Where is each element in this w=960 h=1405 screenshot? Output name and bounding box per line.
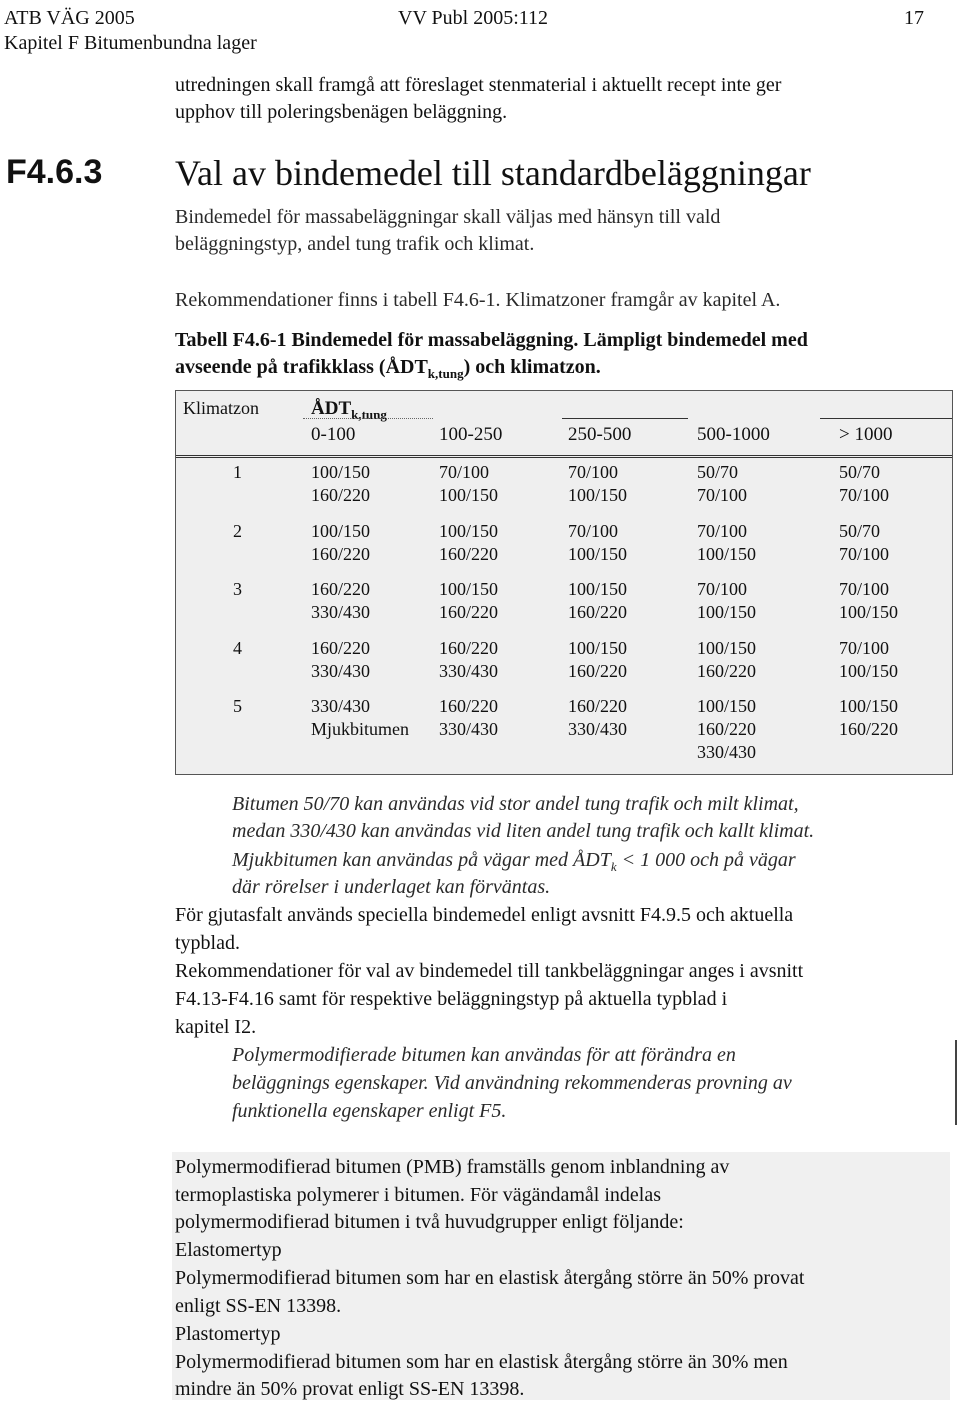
- tank-line-2: F4.13-F4.16 samt för respektive beläggningstyp på aktuella typblad i: [175, 988, 728, 1010]
- zone-cell: 2: [233, 521, 242, 541]
- table-cell: 70/100: [697, 521, 748, 541]
- table-cell: 100/150: [568, 485, 628, 505]
- pmb-elastomer-heading: Elastomertyp: [175, 1239, 282, 1261]
- table-cell: 330/430: [311, 602, 371, 622]
- col-header-0: 0-100: [311, 424, 356, 445]
- table-cell: 160/220: [311, 579, 371, 599]
- table-cell: 330/430: [568, 719, 628, 739]
- adt-sub: k,tung: [351, 406, 387, 422]
- page-number: 17: [904, 7, 924, 29]
- table-cell: 160/220: [311, 485, 371, 505]
- note-line-4: där rörelser i underlaget kan förväntas.: [232, 876, 551, 898]
- table-cell: 70/100: [697, 579, 748, 599]
- header-left-bottom: Kapitel F Bitumenbundna lager: [4, 32, 257, 54]
- note-line-3-pre: Mjukbitumen kan användas på vägar med ÅDT: [232, 849, 611, 871]
- tank-line-3: kapitel I2.: [175, 1016, 257, 1038]
- zone-cell: 3: [233, 579, 242, 599]
- section-number: F4.6.3: [6, 153, 103, 191]
- table-cell: 50/70: [839, 462, 881, 482]
- table-cell: 100/150: [311, 521, 371, 541]
- table-cell: 70/100: [439, 462, 490, 482]
- table-cell: 160/220: [697, 719, 757, 739]
- table-cell: 70/100: [697, 485, 748, 505]
- table-cell: 330/430: [439, 661, 499, 681]
- table-cell: 160/220: [311, 638, 371, 658]
- col-header-2: 250-500: [568, 424, 632, 445]
- col-header-1: 100-250: [439, 424, 503, 445]
- table-cell: 50/70: [839, 521, 881, 541]
- note-line-3-post: < 1 000 och på vägar: [616, 849, 796, 871]
- table-cell: 70/100: [839, 544, 890, 564]
- table-cell: 160/220: [568, 696, 628, 716]
- table-caption-line1: Tabell F4.6-1 Bindemedel för massabeläggning. Lämpligt bindemedel med: [175, 329, 808, 351]
- col-header-4: > 1000: [839, 424, 893, 445]
- table-cell: 70/100: [568, 521, 619, 541]
- table-cell: 70/100: [839, 485, 890, 505]
- caption-post: ) och klimatzon.: [463, 356, 601, 378]
- table-cell: 160/220: [439, 544, 499, 564]
- table-cell: 330/430: [697, 742, 757, 762]
- adt-label: ÅDT: [311, 398, 352, 419]
- table-cell: 160/220: [839, 719, 899, 739]
- header-left-top: ATB VÄG 2005: [4, 7, 135, 29]
- section-para1-line2: beläggningstyp, andel tung trafik och klimat.: [175, 233, 535, 255]
- table-cell: 100/150: [439, 579, 499, 599]
- pmb-line-1: Polymermodifierad bitumen (PMB) framställs genom inblandning av: [175, 1156, 730, 1178]
- section-para1-line1: Bindemedel för massabeläggningar skall väljas med hänsyn till vald: [175, 206, 721, 228]
- intro-line-1: utredningen skall framgå att föreslaget stenmaterial i aktuellt recept inte ger: [175, 74, 782, 96]
- table-cell: 100/150: [839, 661, 899, 681]
- binder-table: [175, 390, 953, 775]
- table-cell: 100/150: [697, 696, 757, 716]
- table-cell: 100/150: [568, 579, 628, 599]
- table-cell: 100/150: [568, 544, 628, 564]
- table-cell: 100/150: [439, 485, 499, 505]
- intro-line-2: upphov till poleringsbenägen beläggning.: [175, 101, 508, 123]
- pmb-note-line-3: funktionella egenskaper enligt F5.: [232, 1100, 507, 1122]
- table-cell: 70/100: [568, 462, 619, 482]
- pmb-line-6: enligt SS-EN 13398.: [175, 1295, 342, 1317]
- table-cell: 160/220: [311, 544, 371, 564]
- header-center-top: VV Publ 2005:112: [398, 7, 549, 29]
- table-cell: 100/150: [697, 602, 757, 622]
- zone-cell: 1: [233, 462, 242, 482]
- table-cell: 100/150: [839, 602, 899, 622]
- table-cell: 330/430: [439, 719, 499, 739]
- pmb-line-3: polymermodifierad bitumen i två huvudgrupper enligt följande:: [175, 1211, 684, 1233]
- header-rule-1: [303, 418, 433, 419]
- caption-sub: k,tung: [427, 366, 464, 381]
- note-line-3-sub: k: [610, 859, 617, 874]
- table-cell: 330/430: [311, 696, 371, 716]
- table-cell: 160/220: [568, 602, 628, 622]
- table-cell: 160/220: [439, 602, 499, 622]
- pmb-line-2: termoplastiska polymerer i bitumen. För vägändamål indelas: [175, 1184, 661, 1206]
- tank-line-1: Rekommendationer för val av bindemedel till tankbeläggningar anges i avsnitt: [175, 960, 804, 982]
- table-cell: 100/150: [697, 638, 757, 658]
- table-cell: 100/150: [839, 696, 899, 716]
- table-cell: 160/220: [568, 661, 628, 681]
- table-cell: 160/220: [697, 661, 757, 681]
- pmb-note-line-2: beläggnings egenskaper. Vid användning rekommenderas provning av: [232, 1072, 792, 1094]
- section-para2: Rekommendationer finns i tabell F4.6-1. Klimatzoner framgår av kapitel A.: [175, 289, 781, 311]
- table-cell: 100/150: [439, 521, 499, 541]
- pmb-line-8: Polymermodifierad bitumen som har en elastisk återgång större än 30% men: [175, 1351, 788, 1373]
- table-cell: 100/150: [311, 462, 371, 482]
- col-header-3: 500-1000: [697, 424, 770, 445]
- change-bar: [955, 1040, 957, 1125]
- adt-header: [311, 397, 387, 426]
- header-rule-2: [562, 418, 688, 419]
- zone-header: Klimatzon: [183, 398, 259, 418]
- table-cell: 330/430: [311, 661, 371, 681]
- table-cell: Mjukbitumen: [311, 719, 409, 739]
- pmb-line-5: Polymermodifierad bitumen som har en elastisk återgång större än 50% provat: [175, 1267, 805, 1289]
- gjutasfalt-line-2: typblad.: [175, 932, 240, 954]
- caption-pre: avseende på trafikklass (ÅDT: [175, 356, 428, 378]
- section-title: Val av bindemedel till standardbeläggningar: [175, 153, 811, 193]
- table-cell: 160/220: [439, 638, 499, 658]
- pmb-plastomer-heading: Plastomertyp: [175, 1323, 281, 1345]
- zone-cell: 4: [233, 638, 242, 658]
- table-cell: 100/150: [697, 544, 757, 564]
- pmb-note-line-1: Polymermodifierade bitumen kan användas för att förändra en: [232, 1044, 736, 1066]
- table-caption-line2: [175, 354, 601, 387]
- gjutasfalt-line-1: För gjutasfalt används speciella bindemedel enligt avsnitt F4.9.5 och aktuella: [175, 904, 794, 926]
- table-cell: 100/150: [568, 638, 628, 658]
- zone-cell: 5: [233, 696, 242, 716]
- table-cell: 50/70: [697, 462, 739, 482]
- pmb-line-9: mindre än 50% provat enligt SS-EN 13398.: [175, 1378, 525, 1400]
- table-cell: 70/100: [839, 638, 890, 658]
- table-cell: 160/220: [439, 696, 499, 716]
- header-separator: [176, 455, 952, 458]
- note-line-1: Bitumen 50/70 kan användas vid stor andel tung trafik och milt klimat,: [232, 793, 799, 815]
- table-cell: 70/100: [839, 579, 890, 599]
- header-rule-3: [820, 418, 952, 419]
- note-line-2: medan 330/430 kan användas vid liten andel tung trafik och kallt klimat.: [232, 820, 815, 842]
